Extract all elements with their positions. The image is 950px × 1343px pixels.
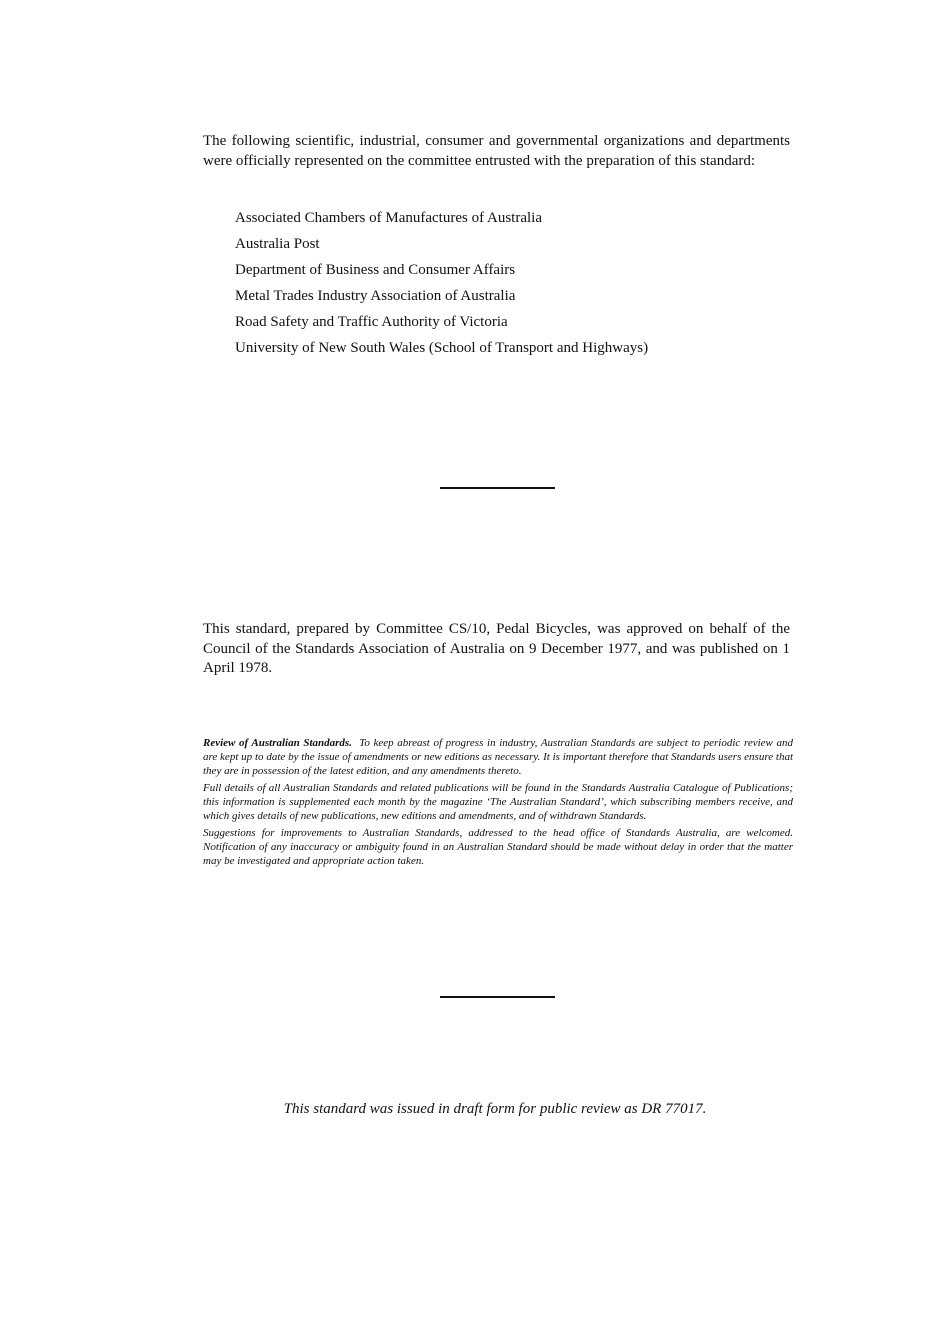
section-divider <box>440 487 555 489</box>
organization-item: Road Safety and Traffic Authority of Victoria <box>235 314 508 330</box>
review-paragraph-3: Suggestions for improvements to Australian Standards, addressed to the head office of Standards Australia, are welcomed. Notification of any inaccuracy or ambiguity found in an Australian Standard should be made without delay in order that the matter may be investigated and appropriate action taken. <box>203 827 793 867</box>
organization-item: University of New South Wales (School of Transport and Highways) <box>235 340 649 356</box>
review-paragraph-1-text: To keep abreast of progress in industry, Australian Standards are subject to periodic review and are kept up to date by the issue of amendments or new editions as necessary. It is important therefore that Standards users ensure that they are in possession of the latest edition, and any amendments thereto. <box>203 737 793 777</box>
section-divider <box>440 996 555 998</box>
committee-intro-paragraph: The following scientific, industrial, consumer and governmental organizations and departments were officially represented on the committee entrusted with the preparation of this standard: <box>203 133 790 169</box>
organization-item: Australia Post <box>235 236 320 252</box>
organization-item: Associated Chambers of Manufactures of Australia <box>235 210 542 226</box>
review-paragraph-2: Full details of all Australian Standards and related publications will be found in the Standards Australia Catalogue of Publications; this information is supplemented each month by the magazine ‘The Australian Standard’, which subscribing members receive, and which gives details of new publications, new editions and amendments, and of withdrawn Standards. <box>203 782 793 822</box>
organization-item: Department of Business and Consumer Affairs <box>235 262 516 278</box>
draft-form-note: This standard was issued in draft form for public review as DR 77017. <box>283 1101 707 1117</box>
review-notice <box>203 736 793 871</box>
organization-list <box>235 207 795 363</box>
approval-paragraph: This standard, prepared by Committee CS/10, Pedal Bicycles, was approved on behalf of the Council of the Standards Association of Australia on 9 December 1977, and was published on 1 April 1978. <box>203 621 790 676</box>
review-title: Review of Australian Standards. <box>203 737 352 749</box>
organization-item: Metal Trades Industry Association of Australia <box>235 288 516 304</box>
review-paragraph-1 <box>203 736 793 778</box>
